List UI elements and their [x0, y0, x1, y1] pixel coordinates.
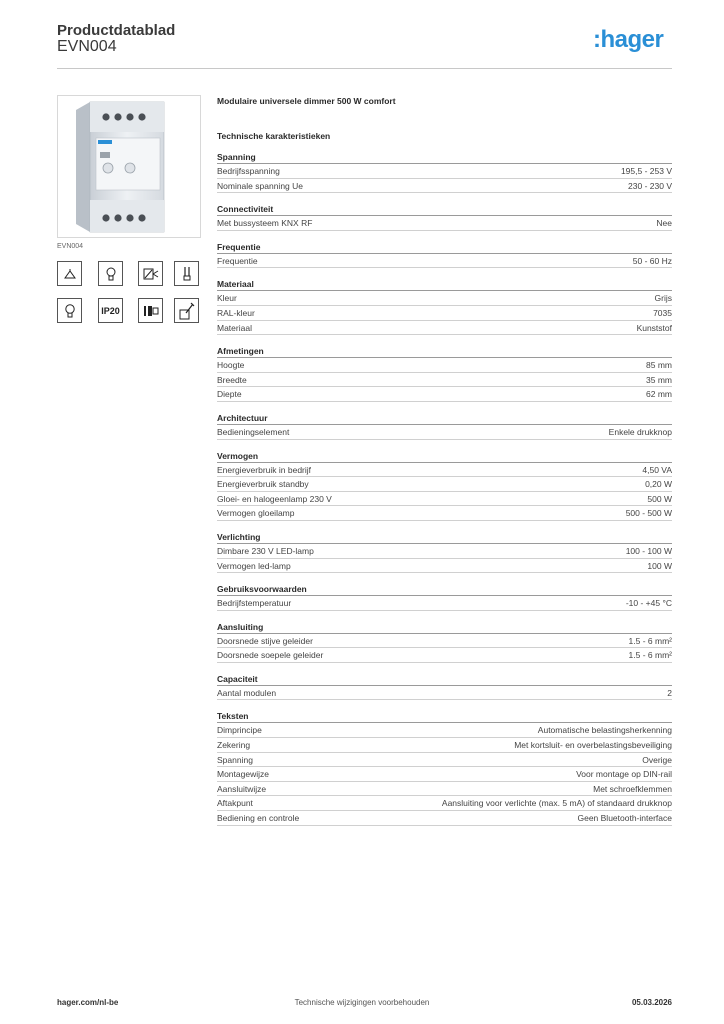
spec-label: Dimprincipe [217, 725, 262, 736]
spec-row [217, 596, 672, 611]
spec-value: 500 W [647, 493, 672, 504]
spec-group [217, 201, 672, 231]
spec-label: Vermogen gloeilamp [217, 508, 295, 519]
dimmer-module-picture [58, 96, 200, 237]
spec-value: 195,5 - 253 V [620, 166, 672, 176]
spec-group [217, 708, 672, 825]
spec-label: Doorsnede stijve geleider [217, 635, 313, 646]
ip20-rating-icon [98, 298, 123, 323]
footer-note: Technische wijzigingen voorbehouden [294, 998, 430, 1007]
cfl-lamp-icon [174, 261, 199, 286]
spec-label: Diepte [217, 389, 242, 400]
spec-value: Aansluiting voor verlichte (max. 5 mA) of standaard drukknop [441, 798, 672, 809]
spec-label: Nominale spanning Ue [217, 180, 303, 191]
spec-row [217, 291, 672, 306]
spec-row [217, 686, 672, 701]
spec-group-title: Aansluiting [217, 619, 672, 634]
spec-group [217, 671, 672, 701]
spec-value: 50 - 60 Hz [632, 255, 672, 266]
spec-row [217, 796, 672, 811]
spec-label: Frequentie [217, 255, 258, 266]
spec-row [217, 477, 672, 492]
spec-row [217, 216, 672, 231]
header-divider [57, 68, 672, 69]
spec-value: 500 - 500 W [625, 508, 672, 519]
spec-group [217, 149, 672, 193]
spec-value: 1.5 - 6 mm² [628, 635, 672, 646]
spec-label: Bedrijfsspanning [217, 166, 280, 176]
spec-row [217, 811, 672, 826]
spec-group-title: Vermogen [217, 448, 672, 463]
spec-row [217, 559, 672, 574]
spec-label: Energieverbruik in bedrijf [217, 464, 312, 475]
spec-table [217, 149, 672, 834]
spec-value: Enkele drukknop [608, 426, 672, 437]
spec-group-title: Frequentie [217, 239, 672, 254]
spec-label: Spanning [217, 754, 253, 765]
spec-row [217, 254, 672, 269]
spec-group [217, 276, 672, 335]
spec-value: 100 W [647, 560, 672, 571]
spec-value: Geen Bluetooth-interface [577, 813, 672, 824]
product-code: EVN004 [57, 38, 117, 55]
spec-label: Aantal modulen [217, 687, 277, 698]
spec-group-title: Architectuur [217, 410, 672, 425]
spec-value: Voor montage op DIN-rail [576, 769, 672, 780]
spec-value: 85 mm [646, 360, 672, 371]
spec-group-title: Afmetingen [217, 343, 672, 358]
spec-label: Bedrijfstemperatuur [217, 598, 292, 609]
spec-label: Hoogte [217, 360, 245, 371]
spec-label: Bedieningselement [217, 426, 290, 437]
spec-label: Doorsnede soepele geleider [217, 650, 324, 661]
hager-logo: :hager [593, 26, 664, 53]
footer-url[interactable]: hager.com/nl-be [57, 998, 119, 1007]
spec-value: Automatische belastingsherkenning [537, 725, 672, 736]
spec-value: Nee [656, 218, 672, 229]
spec-value: 2 [667, 687, 672, 698]
spec-group [217, 343, 672, 402]
ceiling-lamp-icon [57, 261, 82, 286]
led-bulb-icon [57, 298, 82, 323]
spec-row [217, 782, 672, 797]
spec-label: Materiaal [217, 322, 252, 333]
spec-label: Bediening en controle [217, 813, 300, 824]
spec-label: Aansluitwijze [217, 783, 267, 794]
spec-group-title: Materiaal [217, 276, 672, 291]
spec-group [217, 239, 672, 269]
spec-row [217, 723, 672, 738]
spec-row [217, 544, 672, 559]
spec-row [217, 373, 672, 388]
spec-value: 62 mm [646, 389, 672, 400]
spec-row [217, 767, 672, 782]
spec-value: 100 - 100 W [625, 545, 672, 556]
din-rail-icon [138, 298, 163, 323]
spec-row [217, 164, 672, 179]
spec-row [217, 179, 672, 194]
spec-group-title: Gebruiksvoorwaarden [217, 581, 672, 596]
image-caption: EVN004 [57, 243, 84, 250]
spec-row [217, 506, 672, 521]
footer-date: 05.03.2026 [631, 998, 672, 1007]
tech-characteristics-heading: Technische karakteristieken [217, 131, 331, 141]
spec-group-title: Connectiviteit [217, 201, 672, 216]
document-title: Productdatablad [57, 22, 176, 39]
spec-row [217, 492, 672, 507]
spec-row [217, 306, 672, 321]
spec-label: Energieverbruik standby [217, 479, 309, 490]
spec-row [217, 321, 672, 336]
spec-group-title: Verlichting [217, 529, 672, 544]
spec-value: Overige [642, 754, 672, 765]
product-subtitle: Modulaire universele dimmer 500 W comfort [217, 96, 396, 106]
spec-value: 4,50 VA [642, 464, 672, 475]
spec-value: 230 - 230 V [628, 180, 672, 191]
spec-label: RAL-kleur [217, 307, 255, 318]
screw-terminal-icon [174, 298, 199, 323]
spec-group [217, 529, 672, 573]
spec-label: Vermogen led-lamp [217, 560, 291, 571]
spec-label: Met bussysteem KNX RF [217, 218, 313, 229]
spec-value: Kunststof [636, 322, 672, 333]
spec-group-title: Spanning [217, 149, 672, 164]
spec-row [217, 634, 672, 649]
spec-group [217, 410, 672, 440]
spec-group [217, 448, 672, 521]
spec-label: Breedte [217, 374, 247, 385]
ip20-label: IP20 [101, 305, 120, 316]
spec-label: Aftakpunt [217, 798, 253, 809]
spec-value: Met kortsluit- en overbelastingsbeveiliging [514, 740, 672, 751]
spec-label: Gloei- en halogeenlamp 230 V [217, 493, 332, 504]
spec-row [217, 387, 672, 402]
spec-label: Montagewijze [217, 769, 269, 780]
spec-value: 0,20 W [645, 479, 672, 490]
spec-label: Kleur [217, 293, 237, 304]
spec-group-title: Teksten [217, 708, 672, 723]
spec-value: Grijs [654, 293, 672, 304]
spec-value: -10 - +45 °C [625, 598, 672, 609]
spec-group [217, 581, 672, 611]
spec-label: Dimbare 230 V LED-lamp [217, 545, 314, 556]
product-image [57, 95, 201, 238]
spec-row [217, 425, 672, 440]
spec-value: 35 mm [646, 374, 672, 385]
dimmer-icon [138, 261, 163, 286]
spec-row [217, 358, 672, 373]
spec-value: Met schroefklemmen [593, 783, 672, 794]
spec-label: Zekering [217, 740, 251, 751]
spec-value: 1.5 - 6 mm² [628, 650, 672, 661]
spec-value: 7035 [653, 307, 672, 318]
spec-group-title: Capaciteit [217, 671, 672, 686]
spec-row [217, 463, 672, 478]
spec-row [217, 648, 672, 663]
spec-group [217, 619, 672, 663]
spec-row [217, 753, 672, 768]
spec-row [217, 738, 672, 753]
light-bulb-icon [98, 261, 123, 286]
